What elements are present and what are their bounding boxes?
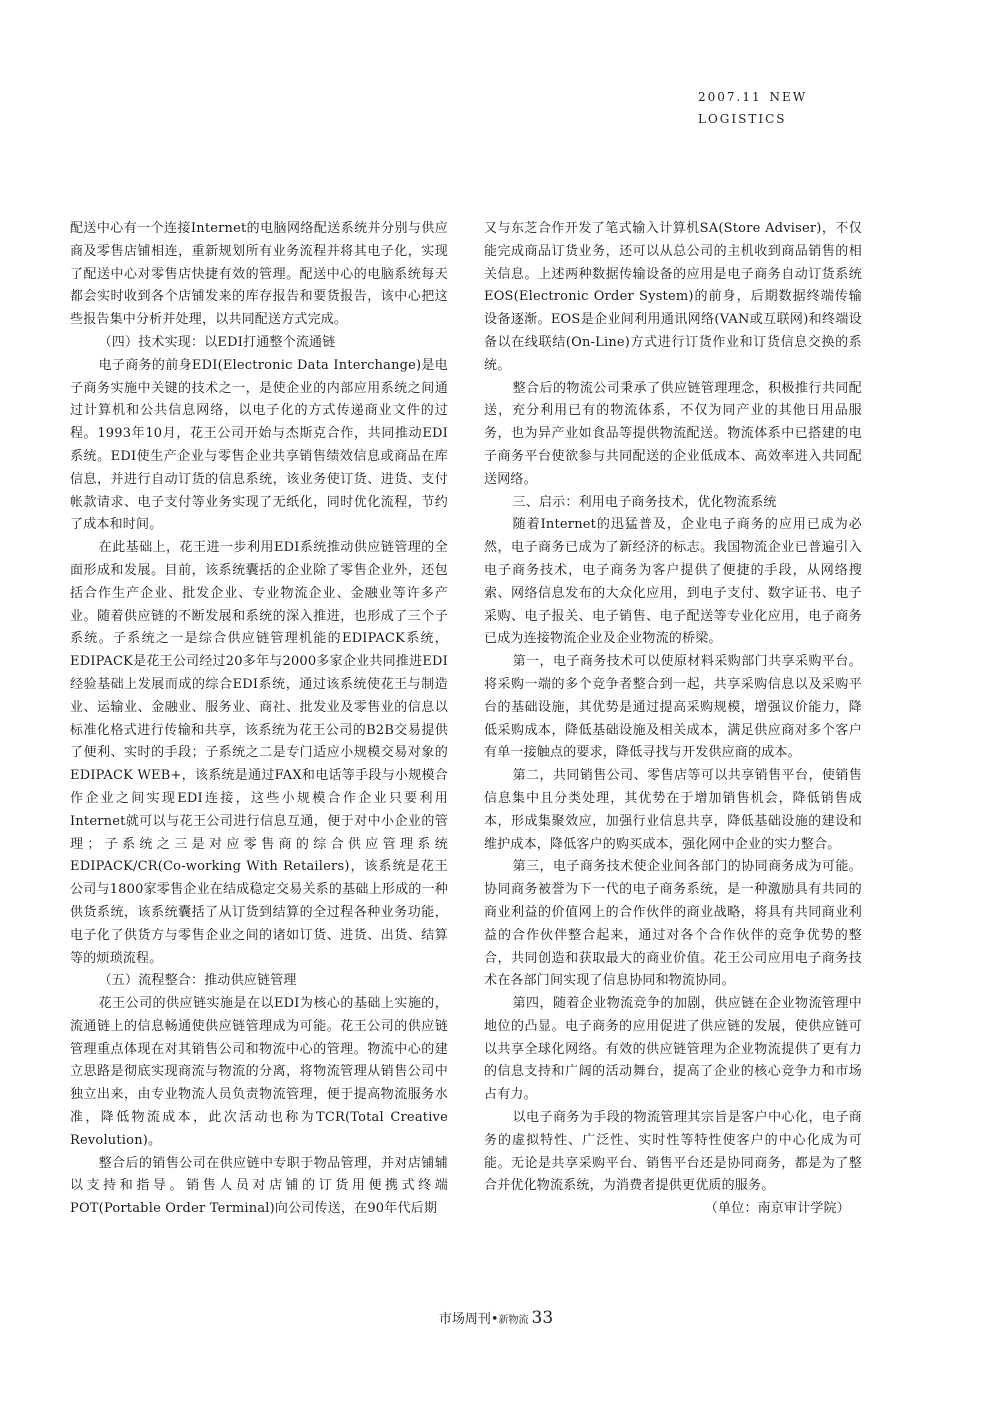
paragraph: 以电子商务为手段的物流管理其宗旨是客户中心化，电子商务的虚拟特性、广泛性、实时性等特性使客户的中心化成为可能。无论是共享采购平台、销售平台还是协同商务，都是为了整合并优化物流系统，为消费者提供更优质的服务。 [484,1110,862,1194]
footer-section: 新物流 [498,1315,529,1326]
section-heading: （四）技术实现：以EDI打通整个流通链 [98,334,336,350]
paragraph: 整合后的销售公司在供应链中专职于物品管理，并对店铺辅以支持和指导。销售人员对店铺的订货用便携式终端POT(Portable Order Terminal)向公司传送，在90年代后期 [70,1155,448,1217]
paragraph: 第二，共同销售公司、零售店等可以共享销售平台，使销售信息集中且分类处理，其优势在于增加销售机会，降低销售成本，形成集聚效应，加强行业信息共享，降低基础设施的建设和维护成本，降低客户的购买成本，强化网中企业的实力整合。 [484,768,862,852]
author-affiliation: （单位：南京审计学院） [704,1201,850,1217]
section-heading: 三、启示：利用电子商务技术，优化物流系统 [512,494,777,510]
footer-journal: 市场周刊• [438,1312,499,1327]
right-column [484,218,862,1221]
paragraph: 配送中心有一个连接Internet的电脑网络配送系统并分别与供应商及零售店铺相连，重新规划所有业务流程并将其电子化，实现了配送中心对零售店快捷有效的管理。配送中心的电脑系统每天都会实时收到各个店铺发来的库存报告和要货报告，该中心把这些报告集中分析并处理，以共同配送方式完成。 [70,221,448,328]
paragraph: 随着Internet的迅猛普及，企业电子商务的应用已成为必然，电子商务已成为了新经济的标志。我国物流企业已普遍引入电子商务技术，电子商务为客户提供了便捷的手段，从网络搜索、网络信息发布的大众化应用，到电子支付、数字证书、电子采购、电子报关、电子销售、电子配送等专业化应用，电子商务已成为连接物流企业及企业物流的桥梁。 [484,517,862,647]
left-column [70,218,448,1221]
paragraph: 电子商务的前身EDI(Electronic Data Interchange)是电子商务实施中关键的技术之一，是使企业的内部应用系统之间通过计算机和公共信息网络，以电子化的方式传递商业文件的过程。1993年10月，花王公司开始与杰斯克合作，共同推动EDI系统。EDI使生产企业与零售企业共享销售绩效信息或商品在库信息，并进行自动订货的信息系统，该业务使订货、进货、支付帐款请求、电子支付等业务实现了无纸化，同时优化流程，节约了成本和时间。 [70,357,448,533]
journal-name-line-2: LOGISTICS [698,112,787,126]
paragraph: 又与东芝合作开发了笔式输入计算机SA(Store Adviser)，不仅能完成商品订货业务，还可以从总公司的主机收到商品销售的相关信息。上述两种数据传输设备的应用是电子商务自动订货系统EOS(Electronic Order System)的前身，后期数据终端传输设备逐渐。EOS是企业间利用通讯网络(VAN或互联网)和终端设备以在线联结(On-Line)方式进行订货作业和订货信息交换的系统。 [484,221,862,373]
paragraph: 在此基础上，花王进一步利用EDI系统推动供应链管理的全面形成和发展。目前，该系统囊括的企业除了零售企业外，还包括合作生产企业、批发企业、专业物流企业、金融业等许多产业。随着供应链的不断发展和系统的深入推进，也形成了三个子系统。子系统之一是综合供应链管理机能的EDIPACK系统，EDIPACK是花王公司经过20多年与2000多家企业共同推进EDI经验基础上发展而成的综合EDI系统，通过该系统使花王与制造业、运输业、金融业、服务业、商社、批发业及零售业的信息以标准化格式进行传输和共享，该系统为花王公司的B2B交易提供了便利、实时的手段；子系统之二是专门适应小规模交易对象的EDIPACK WEB+，该系统是通过FAX和电话等手段与小规模合作企业之间实现EDI连接，这些小规模合作企业只要利用Internet就可以与花王公司进行信息互通，便于对中小企业的管理；子系统之三是对应零售商的综合供应管理系统EDIPACK/CR(Co-working With Retailers)，该系统是花王公司与1800家零售企业在结成稳定交易关系的基础上形成的一种供货系统，该系统囊括了从订货到结算的全过程各种业务功能，电子化了供货方与零售企业之间的诸如订货、进货、出货、结算等的烦琐流程。 [70,540,448,966]
journal-name-line-1: NEW [769,90,808,104]
header-line-1 [698,86,838,108]
page-header [698,86,838,130]
paragraph: 第三，电子商务技术使企业间各部门的协同商务成为可能。协同商务被誉为下一代的电子商务系统，是一种激励具有共同的商业利益的价值网上的合作伙伴的商业战略，将具有共同商业利益的合作伙伴整合起来，通过对各个合作伙伴的竞争优势的整合，共同创造和获取最大的商业价值。花王公司应用电子商务技术在各部门间实现了信息协同和物流协同。 [484,859,862,989]
paragraph: 整合后的物流公司秉承了供应链管理理念，积极推行共同配送，充分利用已有的物流体系，不仅为同产业的其他日用品服务，也为异产业如食品等提供物流配送。物流体系中已搭建的电子商务平台使欲参与共同配送的企业低成本、高效率进入共同配送网络。 [484,380,862,487]
page-footer [0,1308,992,1328]
issue-date: 2007.11 [698,90,762,104]
section-heading: （五）流程整合：推动供应链管理 [98,973,297,989]
paragraph: 第四，随着企业物流竞争的加剧，供应链在企业物流管理中地位的凸显。电子商务的应用促进了供应链的发展，使供应链可以共享全球化网络。有效的供应链管理为企业物流提供了更有力的信息支持和广阔的活动舞台，提高了企业的核心竞争力和市场占有力。 [484,996,862,1103]
paragraph: 第一，电子商务技术可以使原材料采购部门共享采购平台。将采购一端的多个竞争者整合到一起，共享采购信息以及采购平台的基础设施，其优势是通过提高采购规模，增强议价能力，降低采购成本，降低基础设施及相关成本，满足供应商对多个客户有单一接触点的要求，降低寻找与开发供应商的成本。 [484,654,862,761]
page-number: 33 [531,1308,554,1328]
paragraph: 花王公司的供应链实施是在以EDI为核心的基础上实施的，流通链上的信息畅通使供应链管理成为可能。花王公司的供应链管理重点体现在对其销售公司和物流中心的管理。物流中心的建立思路是彻底实现商流与物流的分离，将物流管理从销售公司中独立出来，由专业物流人员负责物流管理，便于提高物流服务水准，降低物流成本，此次活动也称为TCR(Total Creative Revolution)。 [70,996,448,1148]
